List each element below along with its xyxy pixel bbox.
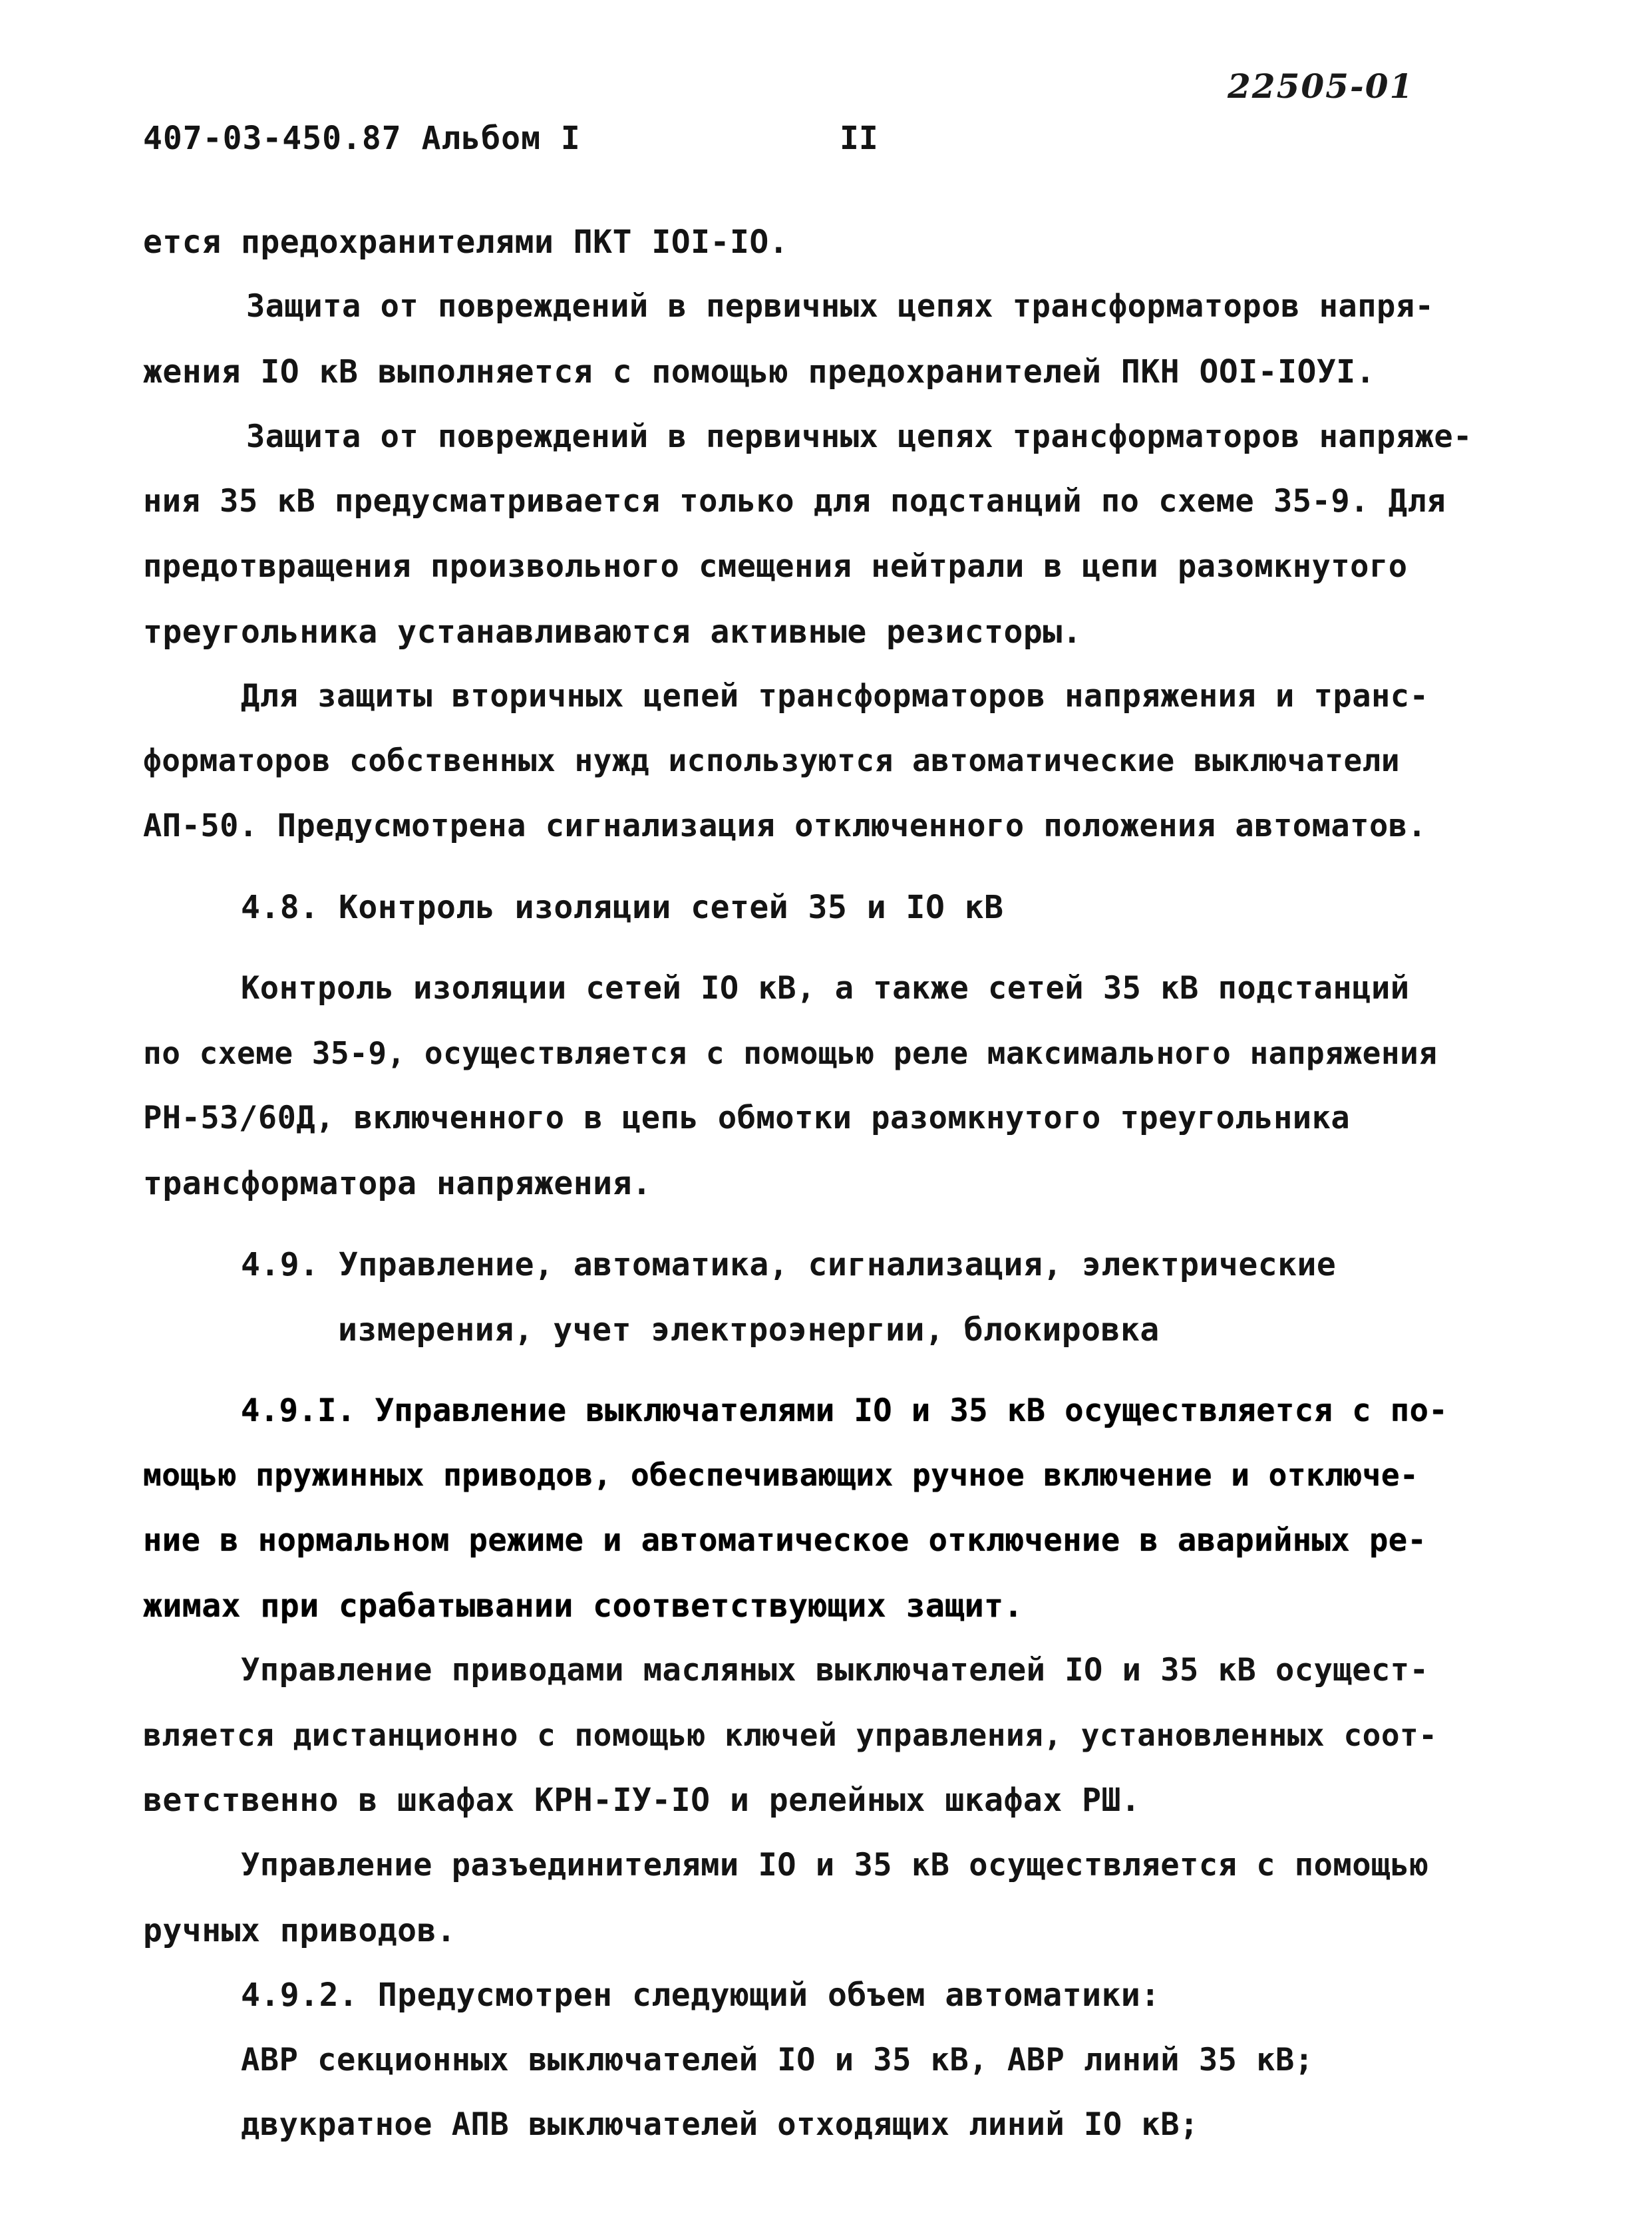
text-line: трансформатора напряжения. [143, 1165, 652, 1202]
text-line: жения IO кВ выполняется с помощью предохранителей ПКН OOI-IOУI. [143, 353, 1376, 391]
text-line: форматоров собственных нужд используются автоматические выключатели [143, 742, 1401, 778]
text-line: по схеме 35-9, осуществляется с помощью реле максимального напряжения [143, 1035, 1438, 1071]
text-line: предотвращения произвольного смещения нейтрали в цепи разомкнутого [143, 548, 1408, 585]
text-line: мощью пружинных приводов, обеспечивающих ручное включение и отключе- [143, 1457, 1419, 1493]
text-line: 4.9.I. Управление выключателями IO и 35 кВ осуществляется с по- [241, 1392, 1448, 1429]
text-line: АП-50. Предусмотрена сигнализация отключенного положения автоматов. [143, 808, 1427, 844]
text-line: Управление приводами масляных выключателей IO и 35 кВ осущест- [241, 1652, 1429, 1688]
text-line: Защита от повреждений в первичных цепях трансформаторов напря- [246, 288, 1434, 325]
text-line: Защита от повреждений в первичных цепях трансформаторов напряже- [246, 418, 1472, 455]
page-number: II [840, 120, 878, 157]
text-line: Управление разъединителями IO и 35 кВ осуществляется с помощью [241, 1847, 1429, 1883]
text-line: АВР секционных выключателей IO и 35 кВ, АВР линий 35 кВ; [241, 2042, 1314, 2078]
text-line: ется предохранителями ПКТ IOI-IO. [143, 224, 789, 261]
section-heading: 4.8. Контроль изоляции сетей 35 и IO кВ [241, 889, 1004, 926]
section-heading: 4.9. Управление, автоматика, сигнализация, электрические [241, 1246, 1337, 1283]
text-line: вляется дистанционно с помощью ключей управления, установленных соот- [143, 1717, 1438, 1753]
text-line: ния 35 кВ предусматривается только для подстанций по схеме 35-9. Для [143, 483, 1446, 520]
text-line: жимах при срабатывании соответствующих защит. [143, 1587, 1023, 1625]
text-line: ветственно в шкафах КРН-IУ-IO и релейных шкафах РШ. [143, 1782, 1141, 1819]
text-line: ручных приводов. [143, 1912, 456, 1949]
text-line: треугольника устанавливаются активные резисторы. [143, 613, 1082, 651]
text-line: Контроль изоляции сетей IO кВ, а также сетей 35 кВ подстанций [241, 970, 1410, 1007]
document-stamp: 22505-01 [1228, 67, 1414, 106]
text-line: Для защиты вторичных цепей трансформаторов напряжения и транс- [241, 678, 1429, 715]
text-line: РН-53/60Д, включенного в цепь обмотки разомкнутого треугольника [143, 1100, 1351, 1136]
text-line: ние в нормальном режиме и автоматическое отключение в аварийных ре- [143, 1522, 1427, 1559]
text-line: 4.9.2. Предусмотрен следующий объем автоматики: [241, 1977, 1160, 2014]
section-heading: измерения, учет электроэнергии, блокировка [338, 1311, 1160, 1349]
album-header: 407-03-450.87 Альбом I [143, 120, 581, 157]
text-line: двукратное АПВ выключателей отходящих линий IO кВ; [241, 2106, 1199, 2143]
